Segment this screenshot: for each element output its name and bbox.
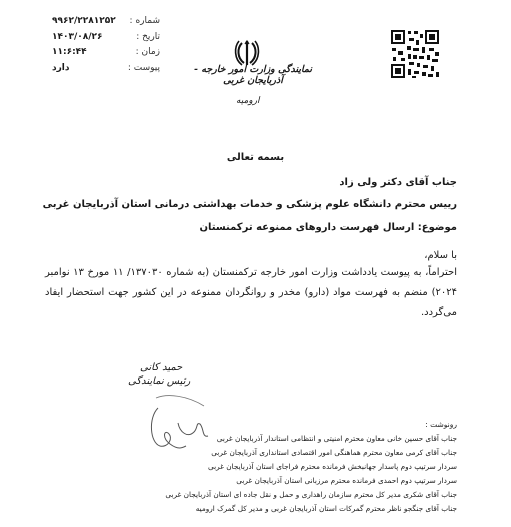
signer-title: رئیس نمایندگی <box>128 376 191 387</box>
cc-item: جناب آقای حسین خانی معاون محترم امنیتی و انتظامی استاندار آذربایجان غربی <box>216 434 457 443</box>
meta-time-value: ۱۱:۶:۴۴ <box>52 47 87 57</box>
cc-item: جناب آقای کرمی معاون محترم هماهنگی امور اقتصادی استانداری آذربایجان غربی <box>211 448 457 457</box>
meta-number <box>52 14 160 30</box>
cc-item: جناب آقای جنگجو ناظر محترم گمرکات استان آذربایجان غربی و مدیر کل گمرک ارومیه <box>195 504 457 513</box>
letter-body: احتراماً، به پیوست یادداشت وزارت امور خارجه ترکمنستان (به شماره ۱۳۷۰۳۰/ ۱۱ مورخ ۱۳ نوامبر ۲۰۲۴) منضم به فهرست مواد (دارو) مخدر و روانگردان ممنوعه در این کشور جهت استحضار ایفاد می‌گردد. <box>45 267 457 318</box>
meta-number-value: ۹۹۶۲/۲۲۸۱۲۵۲ <box>52 16 116 26</box>
city-name: ارومیه <box>236 96 260 106</box>
meta-attachment-label: پیوست : <box>127 62 160 73</box>
recipient-name: جناب آقای دکتر ولی زاد <box>339 177 457 188</box>
recipient-position: رییس محترم دانشگاه علوم پزشکی و خدمات بهداشتی درمانی استان آذربایجان غربی <box>42 199 457 210</box>
meta-number-label: شماره : <box>129 16 160 26</box>
cc-item: جناب آقای شکری مدیر کل محترم سازمان راهداری و حمل و نقل جاده ای استان آذربایجان غربی <box>165 490 457 499</box>
meta-time <box>52 45 160 61</box>
meta-time-label: زمان : <box>135 47 160 57</box>
cc-heading: رونوشت : <box>425 420 457 429</box>
letter-title: بسمه تعالی <box>226 152 285 163</box>
organization-name: نمایندگی وزارت امور خارجه - آذربایجان غربی <box>193 64 313 86</box>
qr-code-icon <box>389 28 441 80</box>
meta-date-value: ۱۴۰۳/۰۸/۲۶ <box>52 31 103 42</box>
letter-greeting: با سلام، <box>424 250 457 261</box>
signer-name: حمید کانی <box>140 362 183 373</box>
meta-attachment-value: دارد <box>52 62 70 73</box>
cc-item: سردار سرتیپ دوم احمدی فرمانده محترم مرزبانی استان آذربایجان غربی <box>236 476 457 485</box>
meta-date-label: تاریخ : <box>136 31 160 42</box>
meta-attachment <box>52 61 160 77</box>
letter-subject: موضوع: ارسال فهرست داروهای ممنوعه ترکمنستان <box>199 222 457 233</box>
meta-date <box>52 30 160 46</box>
cc-item: سردار سرتیپ دوم پاسدار جهانبخش فرمانده محترم فراجای استان آذربایجان غربی <box>208 462 457 471</box>
letter-meta <box>52 14 160 76</box>
